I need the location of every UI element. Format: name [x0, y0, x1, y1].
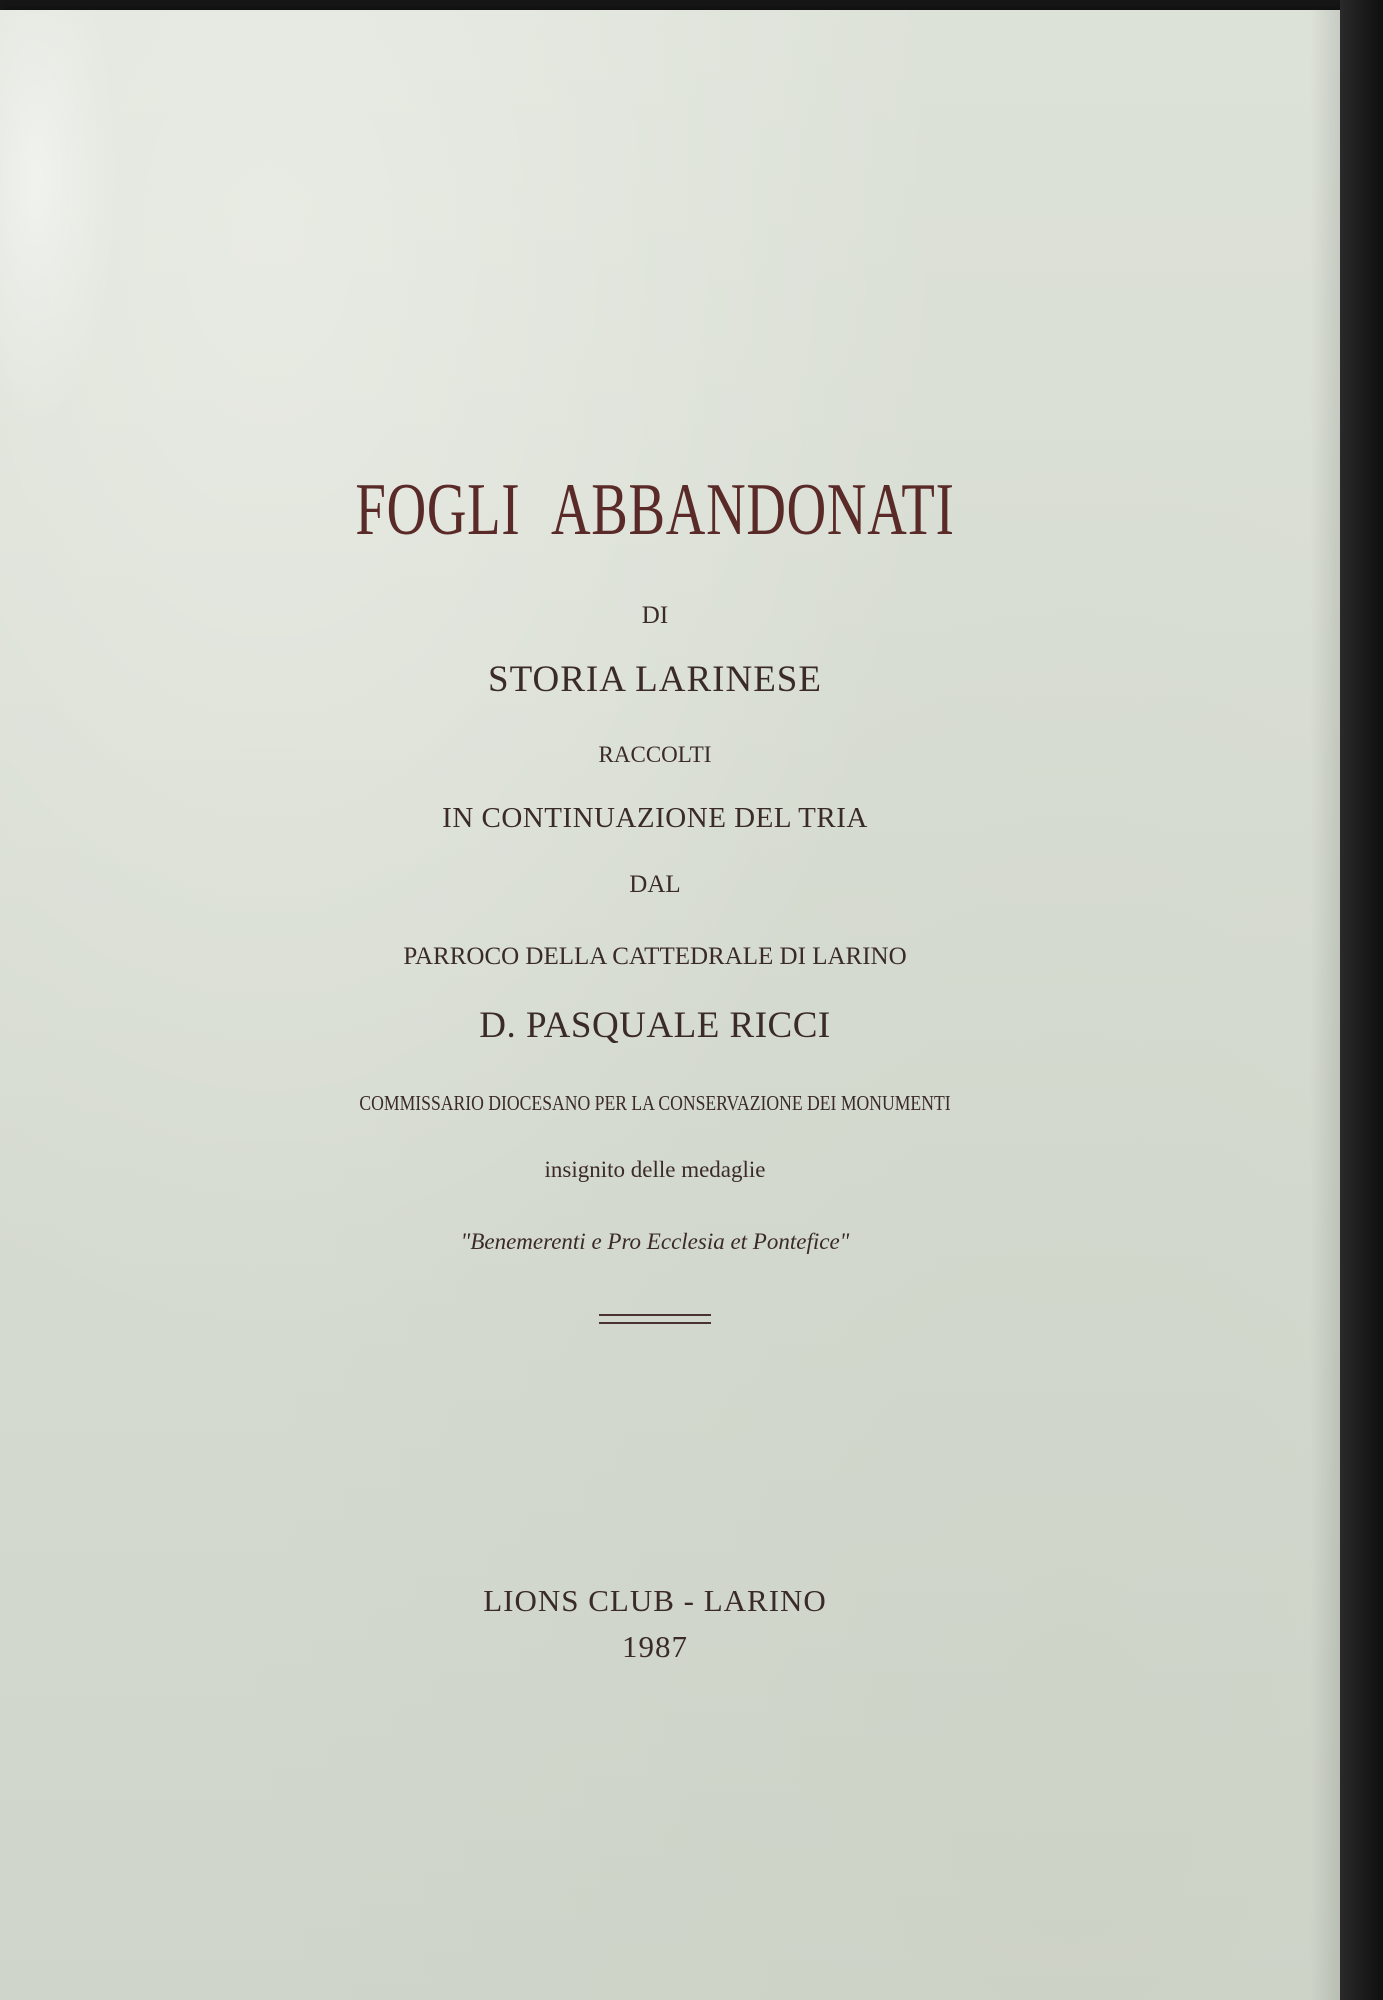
subject-title: STORIA LARINESE: [488, 659, 822, 700]
dark-background-edge: [1340, 0, 1383, 2000]
author-commission: COMMISSARIO DIOCESANO PER LA CONSERVAZIONE DEI MONUMENTI: [359, 1091, 951, 1115]
divider-line-top: [599, 1314, 711, 1316]
raccolti-label: RACCOLTI: [598, 742, 712, 767]
author-role: PARROCO DELLA CATTEDRALE DI LARINO: [403, 943, 907, 970]
di-label: DI: [641, 602, 669, 629]
book-title: FOGLI ABBANDONATI: [355, 469, 955, 551]
publication-year: 1987: [622, 1629, 688, 1664]
medals-intro: insignito delle medaglie: [544, 1157, 766, 1182]
cover-page: [0, 10, 1340, 2000]
dal-label: DAL: [629, 871, 681, 898]
divider-line-bottom: [599, 1322, 711, 1324]
publisher: LIONS CLUB - LARINO: [483, 1583, 827, 1618]
continuation-line: IN CONTINUAZIONE DEL TRIA: [442, 802, 868, 834]
medals-motto: "Benemerenti e Pro Ecclesia et Pontefice": [460, 1229, 850, 1254]
author-name: D. PASQUALE RICCI: [479, 1005, 831, 1046]
